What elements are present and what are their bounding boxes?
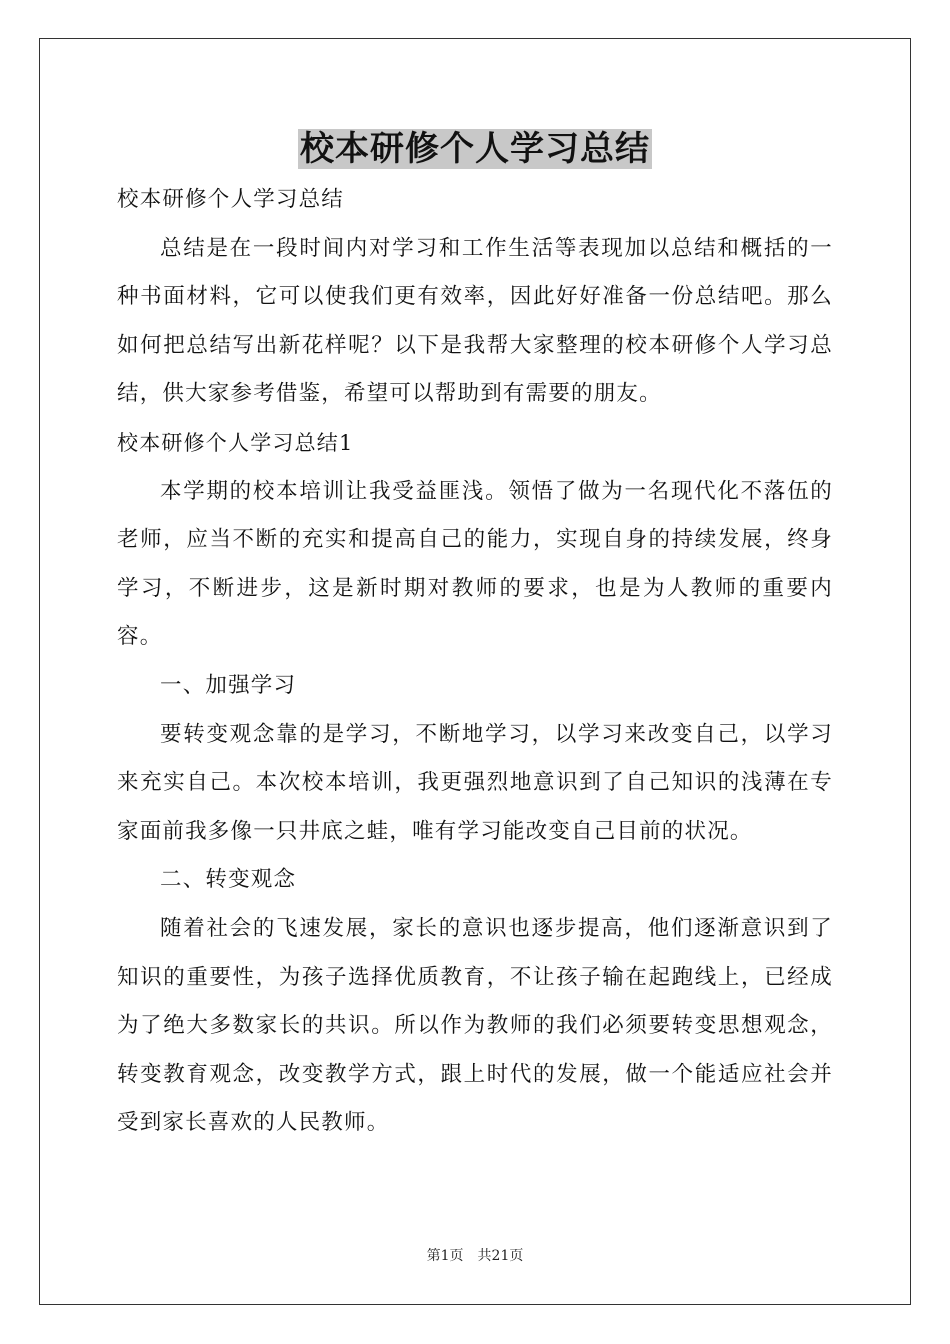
section-heading-1: 校本研修个人学习总结1 bbox=[117, 430, 354, 455]
paragraph-change-concept: 随着社会的飞速发展，家长的意识也逐步提高，他们逐渐意识到了知识的重要性，为孩子选择优质教育，不让孩子输在起跑线上，已经成为了绝大多数家长的共识。所以作为教师的我们必须要转变思想观念，转变教育观念，改变教学方式，跟上时代的发展，做一个能适应社会并受到家长喜欢的人民教师。 bbox=[117, 915, 833, 1136]
page-number: 第1页 bbox=[426, 1248, 464, 1264]
paragraph-section1-intro: 本学期的校本培训让我受益匪浅。领悟了做为一名现代化不落伍的老师，应当不断的充实和提高自己的能力，实现自身的持续发展，终身学习，不断进步，这是新时期对教师的要求，也是为人教师的重要内容。 bbox=[117, 478, 833, 650]
document-body bbox=[117, 176, 833, 1148]
paragraph-strengthen-learning: 要转变观念靠的是学习，不断地学习，以学习来改变自己，以学习来充实自己。本次校本培训，我更强烈地意识到了自己知识的浅薄在专家面前我多像一只井底之蛙，唯有学习能改变自己目前的状况。 bbox=[117, 721, 833, 844]
page-footer bbox=[0, 1246, 950, 1266]
page-total: 共21页 bbox=[477, 1248, 524, 1264]
paragraph-intro: 总结是在一段时间内对学习和工作生活等表现加以总结和概括的一种书面材料，它可以使我们更有效率，因此好好准备一份总结吧。那么如何把总结写出新花样呢？以下是我帮大家整理的校本研修个人学习总结，供大家参考借鉴，希望可以帮助到有需要的朋友。 bbox=[117, 235, 833, 407]
subheading-strengthen-learning: 一、加强学习 bbox=[160, 672, 297, 698]
subheading-change-concept: 二、转变观念 bbox=[160, 867, 297, 893]
paragraph-subtitle: 校本研修个人学习总结 bbox=[117, 187, 345, 212]
document-title: 校本研修个人学习总结 bbox=[300, 129, 650, 169]
